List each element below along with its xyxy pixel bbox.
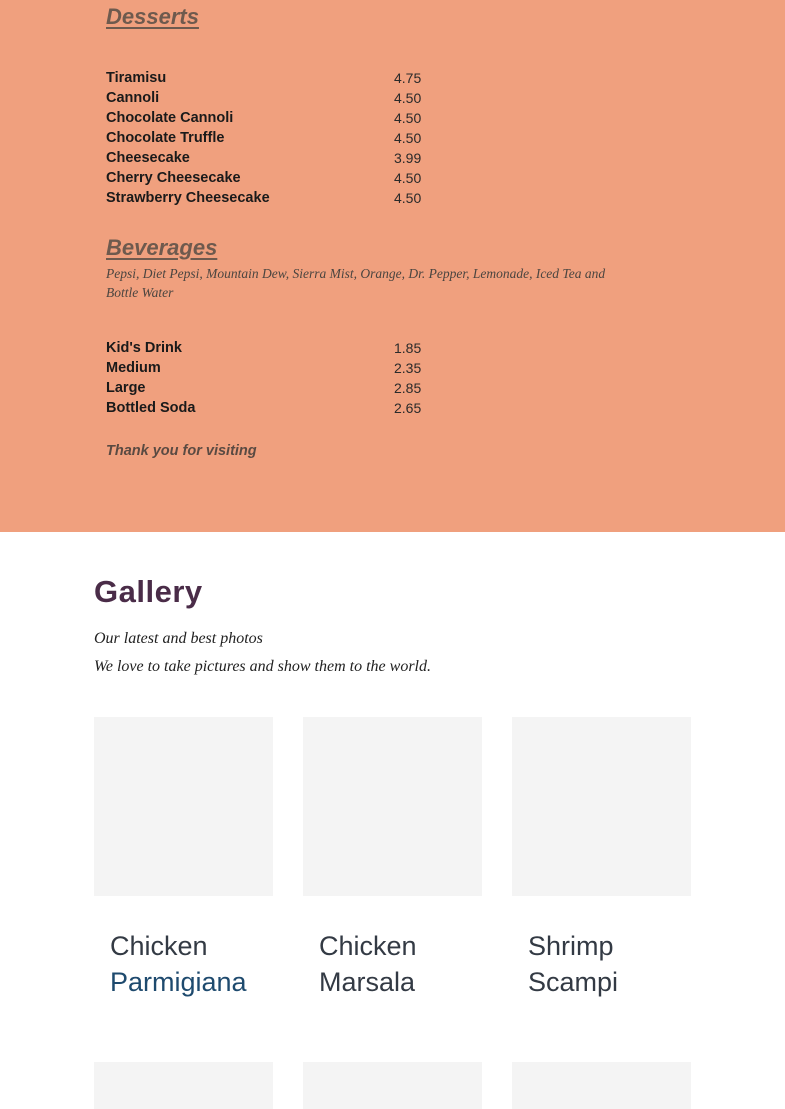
gallery-title: Gallery	[94, 574, 203, 609]
menu-item-name: Tiramisu	[106, 70, 167, 86]
menu-item	[106, 128, 436, 148]
menu-item-price: 2.65	[394, 400, 422, 416]
menu-item	[106, 88, 436, 108]
beverages-title: Beverages	[106, 235, 218, 260]
caption-line: Chicken	[319, 931, 417, 961]
gallery-photo[interactable]	[303, 717, 482, 896]
menu-section	[0, 0, 785, 532]
menu-item-name: Chocolate Cannoli	[106, 110, 234, 126]
caption-line: Parmigiana	[110, 967, 247, 997]
gallery-photo[interactable]	[303, 1062, 482, 1109]
gallery-subtitle: Our latest and best photos	[94, 630, 263, 647]
gallery-tagline: We love to take pictures and show them to the world.	[94, 658, 431, 675]
menu-item	[106, 338, 436, 358]
menu-item-price: 4.75	[394, 70, 422, 86]
menu-item-name: Strawberry Cheesecake	[106, 190, 270, 206]
menu-item-price: 3.99	[394, 150, 422, 166]
menu-item-price: 4.50	[394, 90, 422, 106]
menu-item	[106, 168, 436, 188]
menu-item-price: 4.50	[394, 110, 422, 126]
desserts-title: Desserts	[106, 4, 199, 29]
menu-item-price: 4.50	[394, 190, 422, 206]
menu-item-name: Bottled Soda	[106, 400, 196, 416]
gallery-photo[interactable]	[512, 1062, 691, 1109]
caption-line: Shrimp	[528, 931, 614, 961]
menu-item	[106, 188, 436, 208]
menu-item-name: Chocolate Truffle	[106, 130, 225, 146]
menu-item-price: 4.50	[394, 170, 422, 186]
gallery-caption-link[interactable]	[528, 928, 688, 1000]
menu-item-price: 1.85	[394, 340, 422, 356]
menu-item-name: Kid's Drink	[106, 340, 182, 356]
gallery-caption-link[interactable]	[110, 928, 270, 1000]
gallery-photo[interactable]	[94, 1062, 273, 1109]
beverages-description: Pepsi, Diet Pepsi, Mountain Dew, Sierra Mist, Orange, Dr. Pepper, Lemonade, Iced Tea and Bottle Water	[106, 266, 606, 300]
menu-item	[106, 68, 436, 88]
menu-item-price: 2.35	[394, 360, 422, 376]
menu-item-name: Medium	[106, 360, 161, 376]
menu-item	[106, 358, 436, 378]
menu-item-name: Cheesecake	[106, 150, 190, 166]
menu-item	[106, 108, 436, 128]
menu-item-name: Cherry Cheesecake	[106, 170, 241, 186]
gallery-photo[interactable]	[94, 717, 273, 896]
menu-item-name: Large	[106, 380, 146, 396]
caption-line: Marsala	[319, 967, 416, 997]
caption-line: Scampi	[528, 967, 619, 997]
menu-item	[106, 148, 436, 168]
menu-item	[106, 378, 436, 398]
menu-item-price: 4.50	[394, 130, 422, 146]
gallery-photo[interactable]	[512, 717, 691, 896]
gallery-caption-link[interactable]	[319, 928, 479, 1000]
menu-item	[106, 398, 436, 418]
menu-item-price: 2.85	[394, 380, 422, 396]
thank-you-note: Thank you for visiting	[106, 443, 257, 459]
menu-item-name: Cannoli	[106, 90, 160, 106]
caption-line: Chicken	[110, 931, 208, 961]
